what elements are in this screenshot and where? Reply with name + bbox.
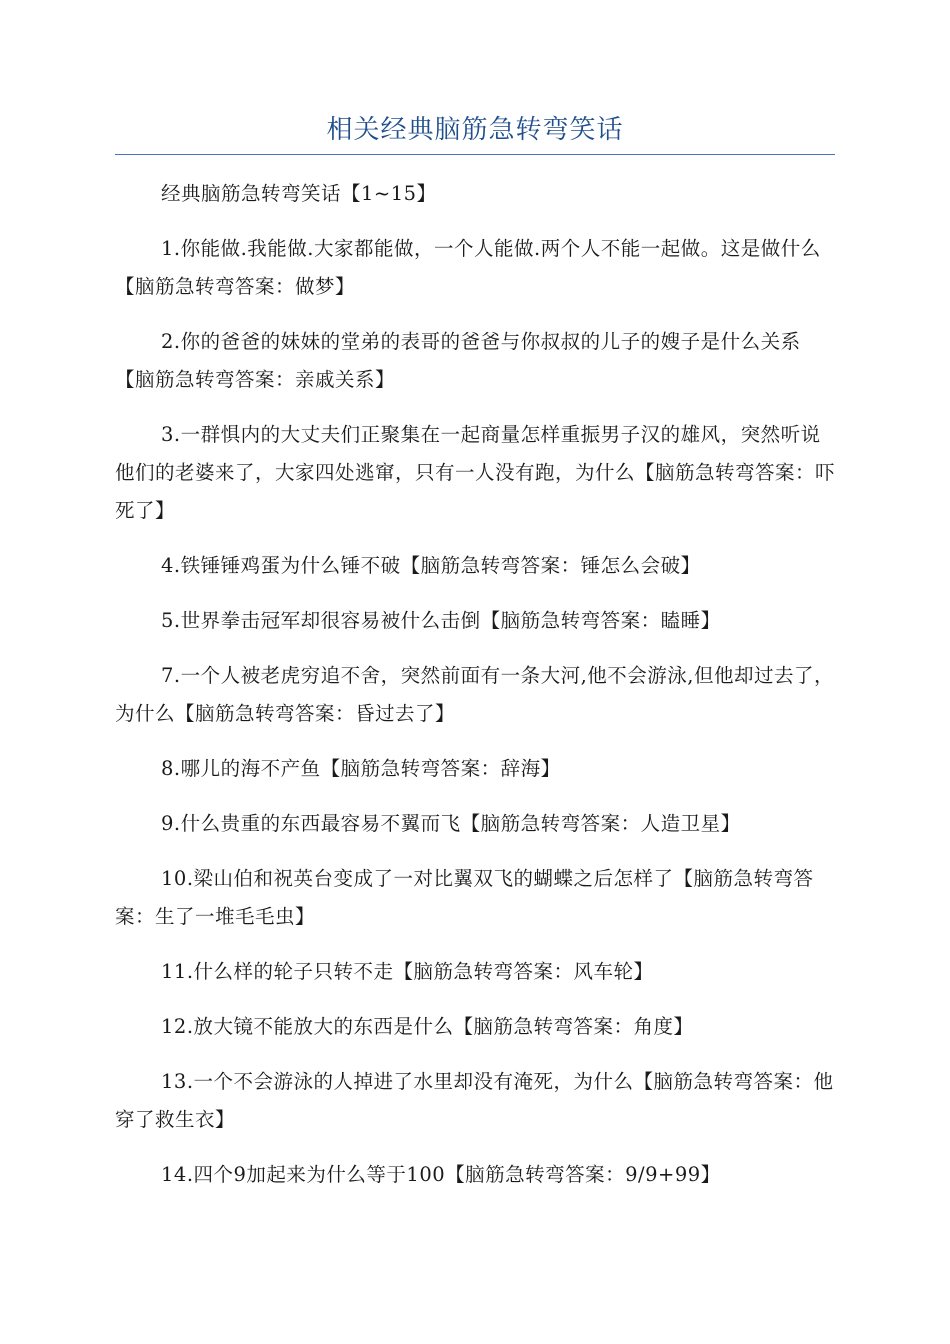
- paragraph-riddle-12: 12.放大镜不能放大的东西是什么【脑筋急转弯答案：角度】: [161, 1015, 694, 1038]
- paragraph-riddle-8: 8.哪儿的海不产鱼【脑筋急转弯答案：辞海】: [161, 757, 561, 780]
- document-body: [115, 175, 835, 1211]
- paragraph-riddle-5: 5.世界拳击冠军却很容易被什么击倒【脑筋急转弯答案：瞌睡】: [161, 609, 721, 632]
- paragraph-heading: 经典脑筋急转弯笑话【1~15】: [161, 182, 437, 205]
- title-underline: [115, 154, 835, 155]
- paragraph-riddle-3: 3.一群惧内的大丈夫们正聚集在一起商量怎样重振男子汉的雄风，突然听说他们的老婆来了，大家四处逃窜，只有一人没有跑，为什么【脑筋急转弯答案：吓死了】: [115, 423, 836, 522]
- paragraph-riddle-14: 14.四个9加起来为什么等于100【脑筋急转弯答案：9/9+99】: [161, 1163, 721, 1186]
- paragraph-riddle-1: 1.你能做.我能做.大家都能做，一个人能做.两个人不能一起做。这是做什么【脑筋急转弯答案：做梦】: [115, 237, 821, 298]
- paragraph-riddle-11: 11.什么样的轮子只转不走【脑筋急转弯答案：风车轮】: [161, 960, 654, 983]
- paragraph-riddle-2: 2.你的爸爸的妹妹的堂弟的表哥的爸爸与你叔叔的儿子的嫂子是什么关系【脑筋急转弯答案：亲戚关系】: [115, 330, 801, 391]
- paragraph-riddle-4: 4.铁锤锤鸡蛋为什么锤不破【脑筋急转弯答案：锤怎么会破】: [161, 554, 701, 577]
- document-title: 相关经典脑筋急转弯笑话: [326, 115, 624, 145]
- paragraph-riddle-10: 10.梁山伯和祝英台变成了一对比翼双飞的蝴蝶之后怎样了【脑筋急转弯答案：生了一堆毛毛虫】: [115, 867, 814, 928]
- paragraph-riddle-13: 13.一个不会游泳的人掉进了水里却没有淹死，为什么【脑筋急转弯答案：他穿了救生衣】: [115, 1070, 834, 1131]
- paragraph-riddle-9: 9.什么贵重的东西最容易不翼而飞【脑筋急转弯答案：人造卫星】: [161, 812, 741, 835]
- paragraph-riddle-7: 7.一个人被老虎穷追不舍，突然前面有一条大河,他不会游泳,但他却过去了，为什么【脑筋急转弯答案：昏过去了】: [115, 664, 835, 725]
